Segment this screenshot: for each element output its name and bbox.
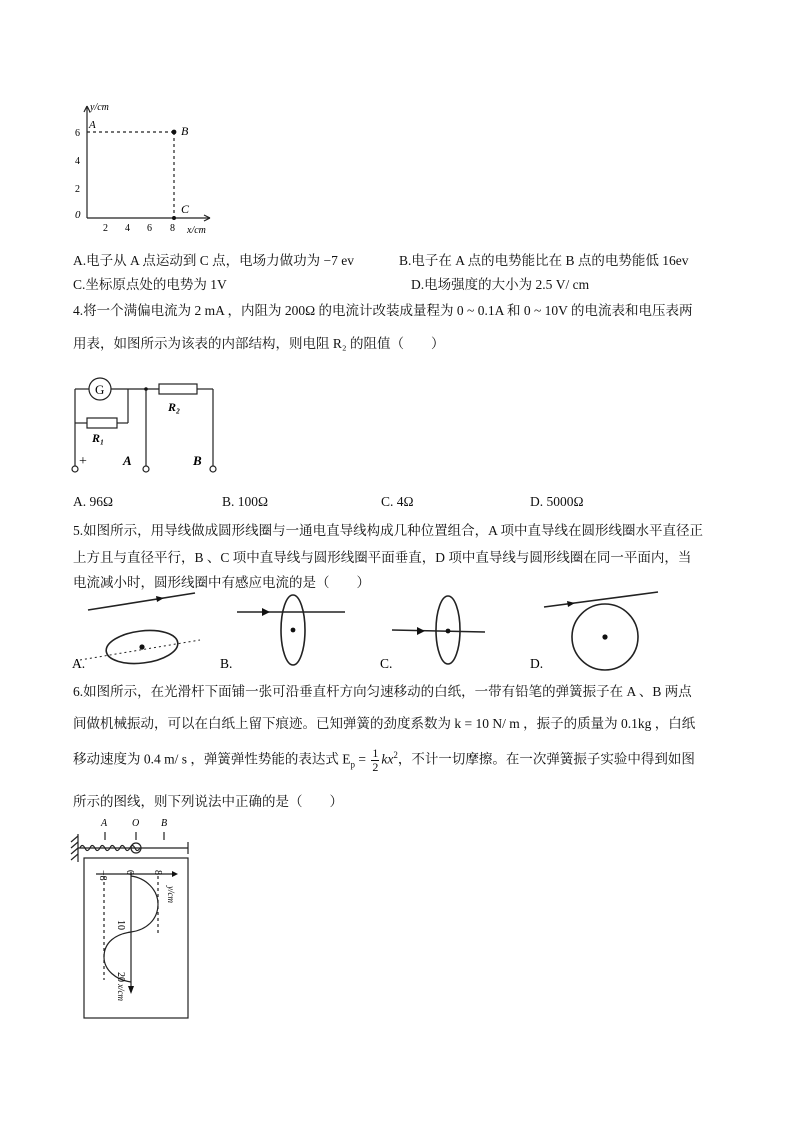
fig-label-a: A bbox=[101, 818, 108, 829]
fig-label-o: O bbox=[132, 818, 140, 829]
spring-figure bbox=[68, 812, 198, 1022]
terminal-a bbox=[143, 466, 149, 472]
fig-label-zero: 0 bbox=[124, 870, 135, 875]
point-a-label: A bbox=[89, 119, 96, 131]
q3-option-b: B.电子在 A 点的电势能比在 B 点的电势能低 16ev bbox=[399, 253, 689, 268]
q6-line3-sub: p bbox=[350, 759, 356, 770]
q4-option-c: C. 4Ω bbox=[381, 494, 414, 509]
q4-option-d: D. 5000Ω bbox=[530, 494, 584, 509]
plus-label: + bbox=[79, 454, 87, 469]
terminal-a-label: A bbox=[123, 453, 132, 468]
q5-stem-line2: 上方且与直径平行，B 、C 项中直导线与圆形线圈平面垂直，D 项中直导线与圆形线圈在同一平面内，当 bbox=[73, 550, 692, 565]
y-axis-label: y/cm bbox=[90, 102, 109, 113]
point-c-dot bbox=[172, 216, 176, 220]
q3-option-a: A.电子从 A 点运动到 C 点，电场力做功为 −7 ev bbox=[73, 253, 354, 268]
resistor-r1 bbox=[87, 418, 117, 428]
q6-line3-sup: 2 bbox=[393, 750, 398, 761]
q3-option-d: D.电场强度的大小为 2.5 V/ cm bbox=[411, 277, 590, 292]
q6-fraction-num: 1 bbox=[372, 746, 379, 760]
q6-line3-c: ，不计一切摩擦。在一次弹簧振子实验中得到如图 bbox=[397, 751, 695, 767]
q5-label-d: D. bbox=[530, 656, 544, 671]
x-tick-4: 4 bbox=[125, 223, 130, 234]
q6-line3-eq: = bbox=[355, 751, 370, 767]
r1-label: R₁ bbox=[92, 431, 105, 445]
q5-figures bbox=[70, 590, 670, 672]
resistor-r2 bbox=[159, 384, 197, 394]
x-tick-8: 8 bbox=[170, 223, 175, 234]
r2-label: R₂ bbox=[168, 400, 181, 414]
terminal-b-label: B bbox=[193, 453, 202, 468]
y-tick-4: 4 bbox=[75, 156, 80, 167]
q6-stem-line4: 所示的图线，则下列说法中正确的是（ ） bbox=[73, 794, 343, 809]
q4-stem-line1: 4.将一个满偏电流为 2 mA ，内阻为 200Ω 的电流计改装成量程为 0 ~ 0.1A 和 0 ~ 10V 的电流表和电压表两 bbox=[73, 303, 693, 318]
terminal-plus bbox=[72, 466, 78, 472]
fig-label-x: x/cm bbox=[116, 984, 126, 1001]
q4-option-b: B. 100Ω bbox=[222, 494, 269, 509]
q3-option-c: C.坐标原点处的电势为 1V bbox=[73, 277, 227, 292]
fig-label-b: B bbox=[161, 818, 168, 829]
x-axis-label: x/cm bbox=[187, 225, 206, 235]
fig-label-neg8: −8 bbox=[97, 870, 108, 881]
fig-label-10: 10 bbox=[115, 920, 126, 930]
point-b-dot bbox=[172, 130, 177, 135]
q5-label-b: B. bbox=[220, 656, 233, 671]
q6-stem-line3 bbox=[73, 747, 695, 774]
q6-stem-line1: 6.如图所示，在光滑杆下面铺一张可沿垂直杆方向匀速移动的白纸，一带有铅笔的弹簧振子在 A 、B 两点 bbox=[73, 684, 692, 699]
galvanometer-label: G bbox=[95, 382, 105, 397]
fig-label-20: 20 bbox=[115, 972, 126, 982]
fig-label-y: y/cm bbox=[166, 886, 176, 903]
wire-c bbox=[392, 630, 485, 632]
xy-figure bbox=[70, 100, 220, 235]
circuit-diagram bbox=[68, 372, 228, 478]
q5-stem-line1: 5.如图所示，用导线做成圆形线圈与一通电直导线构成几种位置组合，A 项中直导线在圆形线圈水平直径正 bbox=[73, 523, 704, 538]
q5-stem-line3: 电流减小时，圆形线圈中有感应电流的是（ ） bbox=[73, 575, 370, 590]
point-c-label: C bbox=[181, 202, 190, 216]
point-b-label: B bbox=[181, 124, 189, 138]
q6-fraction bbox=[371, 747, 379, 774]
y-tick-6: 6 bbox=[75, 128, 80, 139]
q6-fraction-den: 2 bbox=[372, 760, 379, 774]
terminal-b bbox=[210, 466, 216, 472]
fig-label-pos8: 8 bbox=[152, 870, 163, 875]
paper bbox=[84, 858, 188, 1018]
q5-label-c: C. bbox=[380, 656, 393, 671]
q5-label-a: A. bbox=[72, 656, 86, 671]
q4-option-a: A. 96Ω bbox=[73, 494, 114, 509]
q6-line3-kx: kx bbox=[381, 751, 394, 767]
q4-stem-line2: 用表，如图所示为该表的内部结构，则电阻 R₂ 的阻值（ ） bbox=[73, 336, 445, 351]
x-tick-6: 6 bbox=[147, 223, 152, 234]
y-tick-0: 0 bbox=[75, 209, 81, 221]
y-tick-2: 2 bbox=[75, 184, 80, 195]
q6-stem-line2: 间做机械振动，可以在白纸上留下痕迹。已知弹簧的劲度系数为 k = 10 N/ m ，振子的质量为 0.1kg ，白纸 bbox=[73, 716, 696, 731]
wire-a bbox=[88, 593, 195, 610]
q6-line3-a: 移动速度为 0.4 m/ s ，弹簧弹性势能的表达式 E bbox=[73, 751, 351, 767]
x-tick-2: 2 bbox=[103, 223, 108, 234]
